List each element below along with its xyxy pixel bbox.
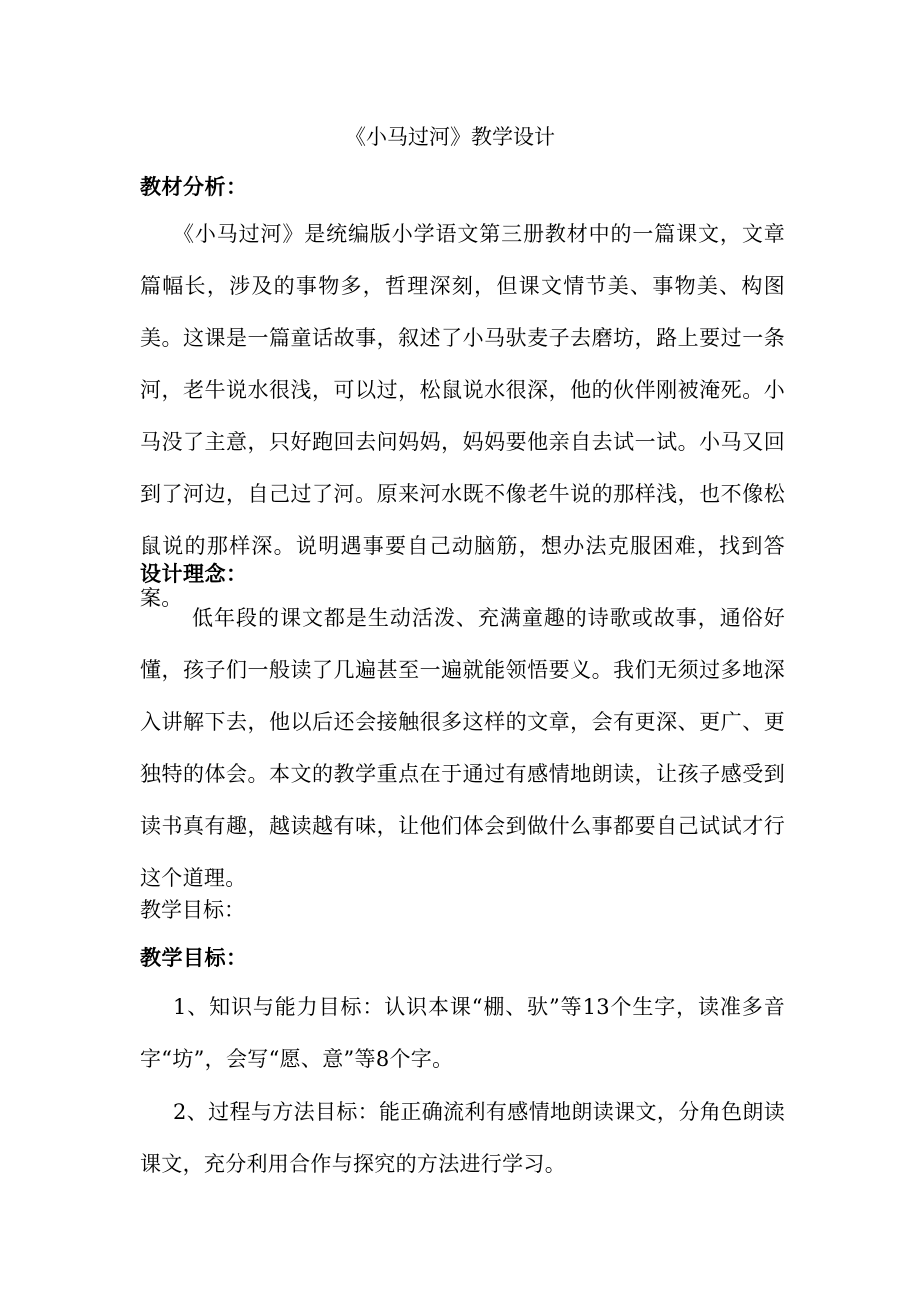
plain-heading-teaching-goals: 教学目标： xyxy=(140,898,245,922)
document-title-text: 《小马过河》教学设计 xyxy=(345,125,555,149)
section-heading-textbook-analysis: 教材分析： xyxy=(140,174,248,199)
section-heading-design-concept: 设计理念： xyxy=(140,561,248,586)
goal-item-knowledge: 1、知识与能力目标：认识本课“棚、驮”等13个生字，读准多音字“坊”，会写“愿、意”等8个字。 xyxy=(140,995,785,1071)
goal-item-process: 2、过程与方法目标：能正确流利有感情地朗读课文，分角色朗读课文，充分利用合作与探究的方法进行学习。 xyxy=(140,1100,785,1176)
paragraph-textbook-analysis: 《小马过河》是统编版小学语文第三册教材中的一篇课文，文章篇幅长，涉及的事物多，哲理深刻，但课文情节美、事物美、构图美。这课是一篇童话故事，叙述了小马驮麦子去磨坊，路上要过一条河，老牛说水很浅，可以过，松鼠说水很深，他的伙伴刚被淹死。小马没了主意，只好跑回去问妈妈，妈妈要他亲自去试一试。小马又回到了河边，自己过了河。原来河水既不像老牛说的那样浅，也不像松鼠说的那样深。说明遇事要自己动脑筋，想办法克服困难，找到答案。 xyxy=(140,222,785,610)
document-title xyxy=(0,122,920,152)
section-heading-teaching-goals: 教学目标： xyxy=(140,945,248,970)
paragraph-design-concept: 低年段的课文都是生动活泼、充满童趣的诗歌或故事，通俗好懂，孩子们一般读了几遍甚至一遍就能领悟要义。我们无须过多地深入讲解下去，他以后还会接触很多这样的文章，会有更深、更广、更独特的体会。本文的教学重点在于通过有感情地朗读，让孩子感受到读书真有趣，越读越有味，让他们体会到做什么事都要自己试试才行这个道理。 xyxy=(140,606,785,890)
